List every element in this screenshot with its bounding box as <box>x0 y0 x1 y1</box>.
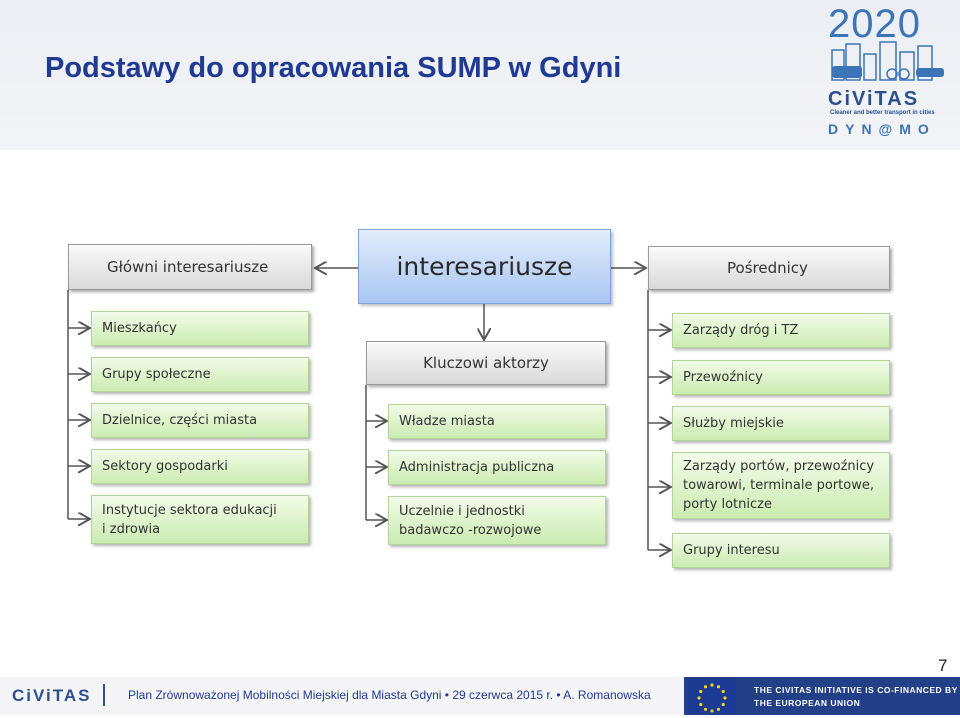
right-item: Zarządy dróg i TZ <box>672 313 890 348</box>
right-item-line: towarowi, terminale portowe, <box>683 478 874 493</box>
footer-text: Plan Zrównoważonej Mobilności Miejskiej dla Miasta Gdyni • 29 czerwca 2015 r. • A. Romanowska <box>128 688 651 702</box>
logo-brand: CiViTAS <box>828 88 920 110</box>
right-item <box>672 452 890 519</box>
node-intermediaries: Pośrednicy <box>648 246 890 290</box>
middle-item-line: badawczo -rozwojowe <box>399 522 542 538</box>
right-item: Służby miejskie <box>672 406 890 441</box>
left-item: Dzielnice, części miasta <box>91 403 309 438</box>
logo-year: 2020 <box>828 2 921 46</box>
eu-cofinance-band <box>684 677 960 715</box>
eu-text-line: THE CIVITAS INITIATIVE IS CO-FINANCED BY <box>754 685 958 695</box>
middle-item <box>388 496 606 545</box>
node-main-stakeholders: Główni interesariusze <box>68 244 312 290</box>
right-item: Przewoźnicy <box>672 360 890 395</box>
footer-separator <box>103 684 105 706</box>
left-item <box>91 495 309 544</box>
right-item-line: Zarządy portów, przewoźnicy <box>683 459 875 474</box>
middle-item: Władze miasta <box>388 404 606 439</box>
eu-text-line: THE EUROPEAN UNION <box>754 698 861 708</box>
eu-cofinance-text <box>754 684 958 710</box>
page-number: 7 <box>938 656 948 675</box>
middle-item-line: Uczelnie i jednostki <box>399 503 525 519</box>
left-item: Sektory gospodarki <box>91 449 309 484</box>
left-item: Mieszkańcy <box>91 311 309 346</box>
logo-project: DYN@MO <box>828 121 936 137</box>
node-key-actors: Kluczowi aktorzy <box>366 341 606 385</box>
middle-item: Administracja publiczna <box>388 450 606 485</box>
logo-tagline: Cleaner and better transport in cities <box>830 110 935 116</box>
footer-logo: CiViTAS <box>12 686 92 705</box>
left-item-line: i zdrowia <box>102 521 161 537</box>
left-item-line: Instytucje sektora edukacji <box>102 502 277 518</box>
page-title: Podstawy do opracowania SUMP w Gdyni <box>45 52 622 84</box>
right-item-line: porty lotnicze <box>683 497 772 512</box>
left-item: Grupy społeczne <box>91 357 309 392</box>
node-stakeholders: interesariusze <box>358 229 611 304</box>
right-item: Grupy interesu <box>672 533 890 568</box>
eu-flag-icon <box>688 679 736 713</box>
